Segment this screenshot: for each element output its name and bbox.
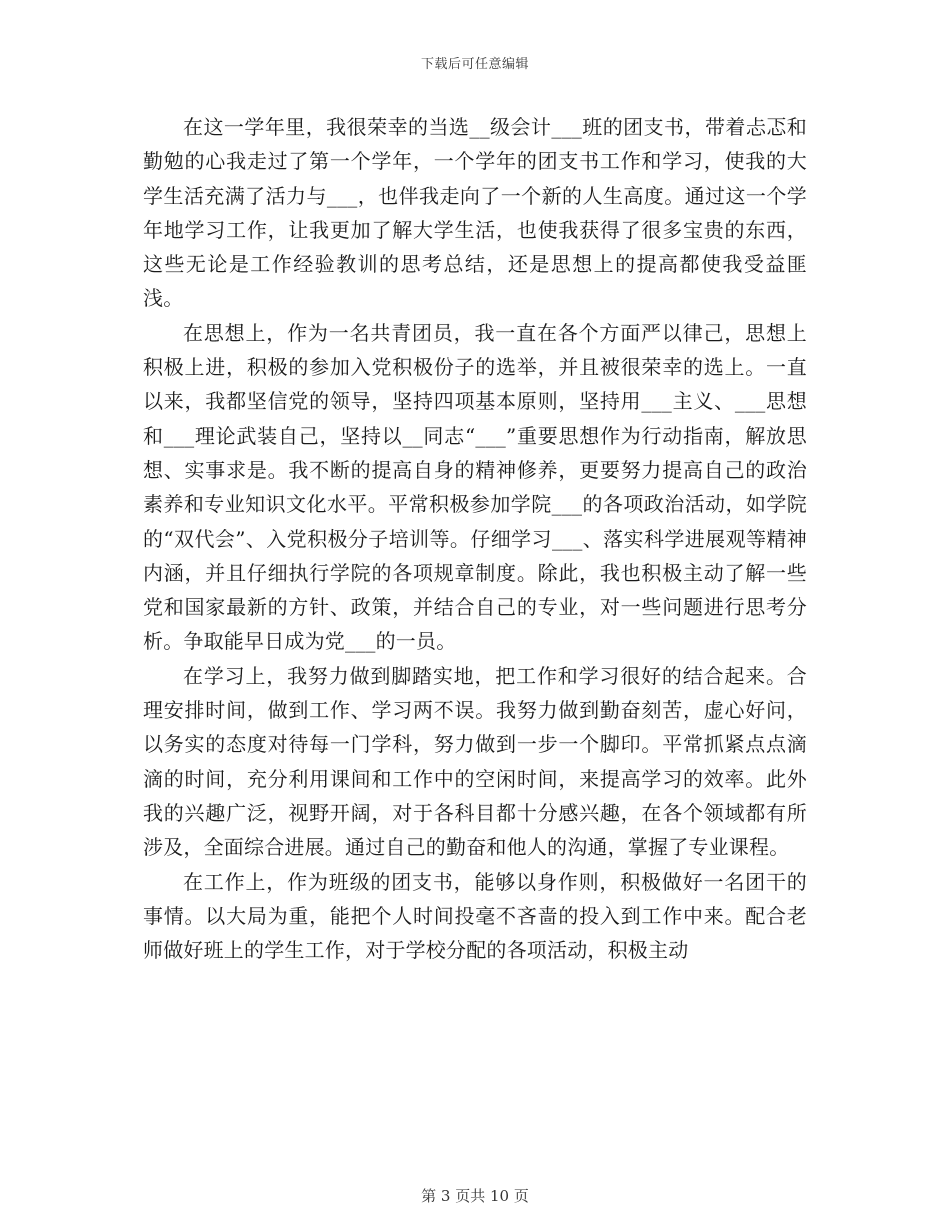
paragraph-ideology: 在思想上，作为一名共青团员，我一直在各个方面严以律己，思想上积极上进，积极的参加入党积极份子的选举，并且被很荣幸的选上。一直以来，我都坚信党的领导，坚持四项基本原则，坚持用___主义、___思想和___理论武装自己，坚持以__同志“___”重要思想作为行动指南，解放思想、实事求是。我不断的提高自身的精神修养，更要努力提高自己的政治素养和专业知识文化水平。平常积极参加学院___的各项政治活动，如学院的“双代会”、入党积极分子培训等。仔细学习___、落实科学进展观等精神内涵，并且仔细执行学院的各项规章制度。除此，我也积极主动了解一些党和国家最新的方针、政策，并结合自己的专业，对一些问题进行思考分析。争取能早日成为党___的一员。: [143, 320, 807, 654]
page-header: 下载后可任意编辑: [420, 57, 529, 72]
paragraph-intro: 在这一学年里，我很荣幸的当选__级会计___班的团支书，带着忐忑和勤勉的心我走过了第一个学年，一个学年的团支书工作和学习，使我的大学生活充满了活力与___，也伴我走向了一个新的人生高度。通过这一个学年地学习工作，让我更加了解大学生活，也使我获得了很多宝贵的东西，这些无论是工作经验教训的思考总结，还是思想上的提高都使我受益匪浅。: [143, 115, 807, 311]
page-number: 第 3 页共 10 页: [421, 1187, 529, 1205]
paragraph-study: 在学习上，我努力做到脚踏实地，把工作和学习很好的结合起来。合理安排时间，做到工作、学习两不误。我努力做到勤奋刻苦，虚心好问，以务实的态度对待每一门学科，努力做到一步一个脚印。平常抓紧点点滴滴的时间，充分利用课间和工作中的空闲时间，来提高学习的效率。此外我的兴趣广泛，视野开阔，对于各科目都十分感兴趣，在各个领域都有所涉及，全面综合进展。通过自己的勤奋和他人的沟通，掌握了专业课程。: [143, 663, 807, 860]
document-body: [143, 110, 807, 967]
paragraph-work: 在工作上，作为班级的团支书，能够以身作则，积极做好一名团干的事情。以大局为重，能把个人时间投毫不吝啬的投入到工作中来。配合老师做好班上的学生工作，对于学校分配的各项活动，积极主动: [143, 869, 807, 963]
